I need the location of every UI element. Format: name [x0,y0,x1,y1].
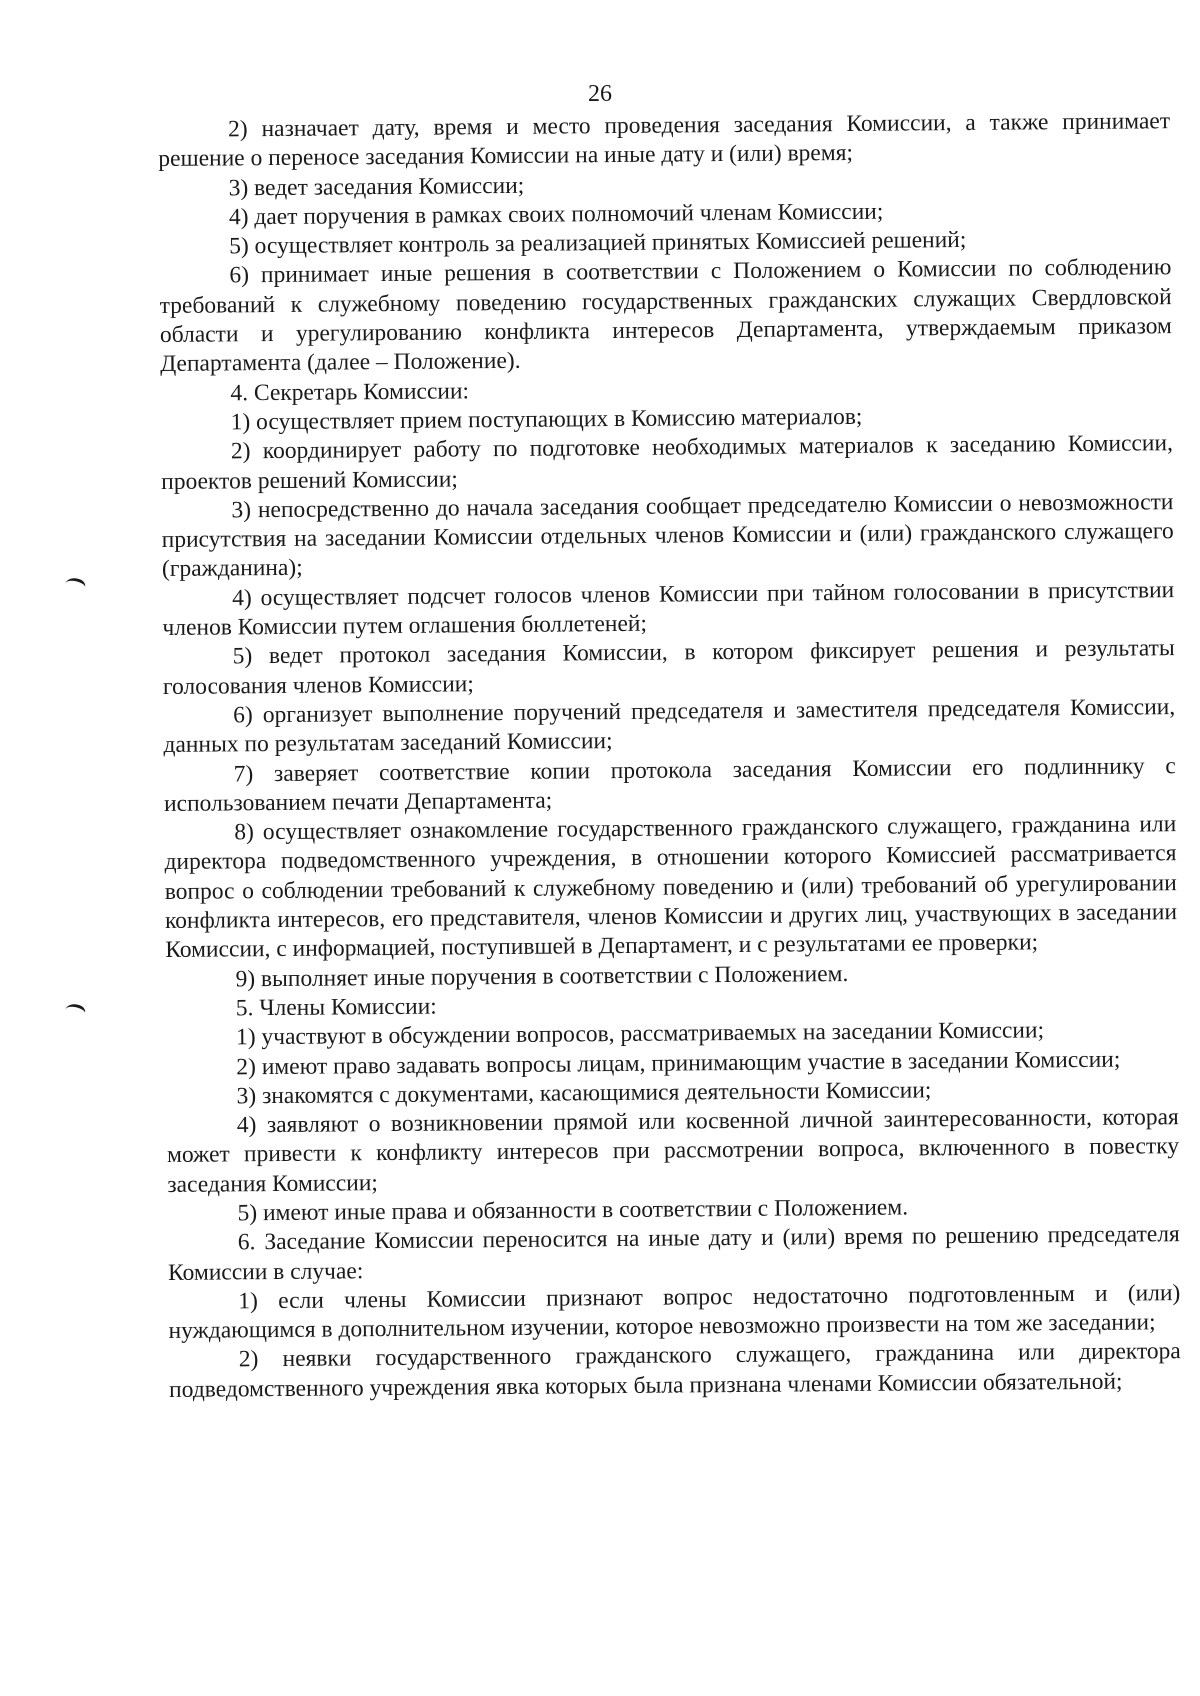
paragraph: 5) имеют иные права и обязанности в соответствии с Положением. [237,1194,909,1227]
paragraph: 4) осуществляет подсчет голосов членов Комиссии при тайном голосовании в присутствии членов Комиссии путем оглашения бюллетеней; [162,576,1175,642]
paragraph: 1) участвуют в обсуждении вопросов, рассматриваемых на заседании Комиссии; [235,1017,1045,1051]
paragraph: 2) имеют право задавать вопросы лицам, принимающим участие в заседании Комиссии; [236,1046,1121,1080]
paragraph: 7) заверяет соответствие копии протокола заседания Комиссии его подлиннику с использованием печати Департамента; [163,752,1176,817]
paragraph: 2) неявки государственного гражданского служащего, гражданина или директора подведомственного учреждения явка которых была признана членами Комиссии обязательной; [169,1338,1181,1403]
paragraph: 5) ведет протокол заседания Комиссии, в котором фиксирует решения и результаты голосования членов Комиссии; [162,635,1175,700]
paragraph: 8) осуществляет ознакомление государственного гражданского служащего, гражданина или директора подведомственного учреждения, в отношении которого Комиссией рассматривается вопрос о соблюдении требований к служебному поведению и (или) требований об урегулировании конфликта интересов, его представителя, членов Комиссии и других лиц, участвующих в заседании Комиссии, с информацией, поступившей в Департамент, и с результатами ее проверки; [164,811,1178,964]
paragraph: 1) осуществляет прием поступающих в Комиссию материалов; [230,403,863,436]
section-heading: 6. Заседание Комиссии переносится на иные дату и (или) время по решению председателя Комиссии в случае: [167,1221,1180,1286]
margin-mark [63,575,87,595]
section-heading: 4. Секретарь Комиссии: [230,377,470,407]
page-number: 26 [588,81,612,107]
paragraph: 3) ведет заседания Комиссии; [228,172,525,201]
paragraph: 6) принимает иные решения в соответствии с Положением о Комиссии по соблюдению требований к служебному поведению государственных гражданских служащих Свердловской области и урегулированию конфликта интересов Департамента, утверждаемым приказом Департамента (далее – Положение). [159,254,1172,378]
paragraph: 4) дает поручения в рамках своих полномочий членам Комиссии; [228,198,884,231]
paragraph: 2) назначает дату, время и место проведения заседания Комиссии, а также принимает решение о переносе заседания Комиссии на иные дату и (или) время; [158,108,1171,173]
paragraph: 4) заявляют о возникновении прямой или косвенной личной заинтересованности, которая может привести к конфликту интересов при рассмотрении вопроса, включенного в повестку заседания Комиссии; [166,1104,1180,1198]
paragraph: 9) выполняет иные поручения в соответствии с Положением. [235,960,849,992]
paragraph: 1) если члены Комиссии признают вопрос недостаточно подготовленным и (или) нуждающимся в дополнительном изучении, которое невозможно произвести на том же заседании; [168,1279,1181,1345]
margin-mark [63,1001,87,1021]
paragraph: 5) осуществляет контроль за реализацией принятых Комиссией решений; [229,227,967,260]
document-body [158,107,1181,1405]
paragraph: 2) координирует работу по подготовке необходимых материалов к заседанию Комиссии, проектов решений Комиссии; [161,430,1174,495]
paragraph: 3) знакомятся с документами, касающимися деятельности Комиссии; [236,1077,932,1110]
section-heading: 5. Члены Комиссии: [235,993,437,1022]
paragraph: 6) организует выполнение поручений председателя и заместителя председателя Комиссии, данных по результатам заседаний Комиссии; [163,694,1176,759]
paragraph: 3) непосредственно до начала заседания сообщает председателю Комиссии о невозможности присутствия на заседании Комиссии отдельных членов Комиссии и (или) гражданского служащего (гражданина); [161,489,1174,583]
